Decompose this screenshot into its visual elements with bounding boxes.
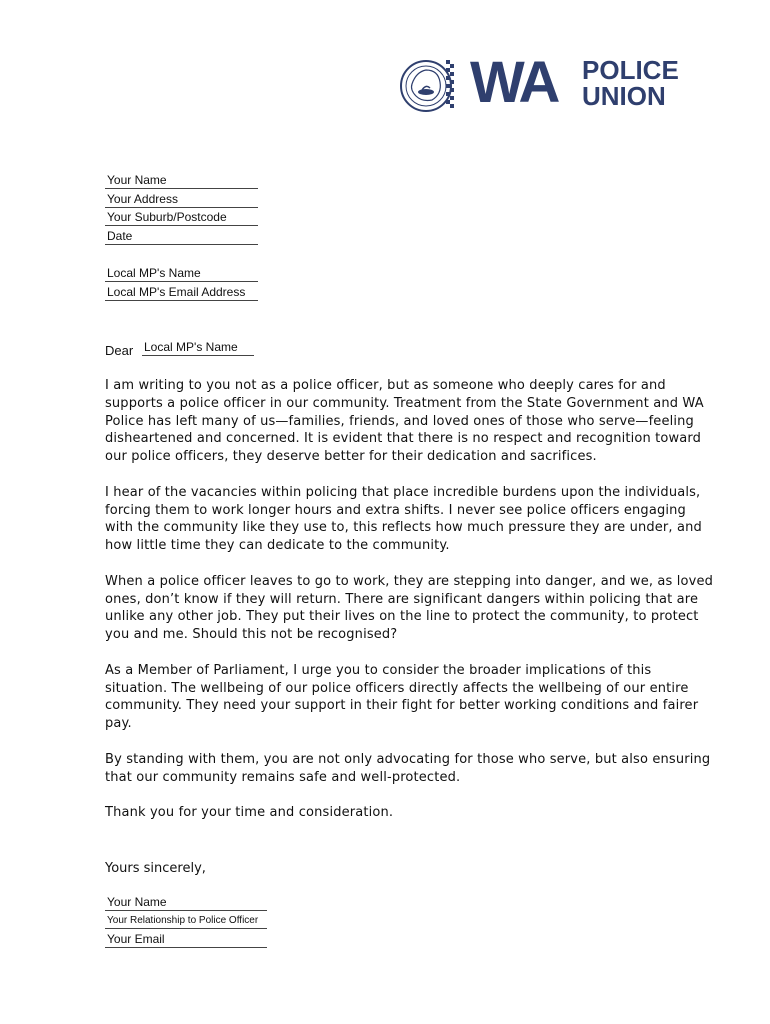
sender-suburb-postcode-field[interactable]: Your Suburb/Postcode [105,210,258,226]
mp-email-field[interactable]: Local MP's Email Address [105,285,258,301]
paragraph-6: Thank you for your time and consideration. [105,805,394,821]
paragraph-3: When a police officer leaves to go to work, they are stepping into danger, and we, as loved ones, don’t know if they will return. There are significant dangers within policing that are unlike any other job. They put their lives on the line to protect the community, to protect you and me. Should this not be recognised? [105,573,713,643]
relationship-field[interactable]: Your Relationship to Police Officer [105,913,267,929]
paragraph-2: I hear of the vacancies within policing that place incredible burdens upon the individuals, forcing them to work longer hours and extra shifts. I never see police officers engaging with the community like they use to, this reflects how much pressure they are under, and how little time they can dedicate to the community. [105,484,702,554]
signature-name-field[interactable]: Your Name [105,895,267,911]
signoff: Yours sincerely, [105,861,206,876]
paragraph-5: By standing with them, you are not only advocating for those who serve, but also ensuring that our community remains safe and well-protected. [105,751,711,785]
salutation-mp-name-field[interactable]: Local MP's Name [142,340,254,356]
sender-address-field[interactable]: Your Address [105,192,258,208]
paragraph-4: As a Member of Parliament, I urge you to consider the broader implications of this situation. The wellbeing of our police officers directly affects the wellbeing of our entire community. They need your support in their fight for better working conditions and fairer pay. [105,662,699,732]
email-field[interactable]: Your Email [105,932,267,948]
salutation-dear: Dear [105,343,134,358]
mp-name-field[interactable]: Local MP's Name [105,266,258,282]
logo-police-text: POLICE [582,55,679,85]
date-field[interactable]: Date [105,229,258,245]
paragraph-1: I am writing to you not as a police officer, but as someone who deeply cares for and supports a police officer in our community. Treatment from the State Government and WA Police has left many of us—families, friends, and loved ones of those who serve—feeling disheartened and concerned. It is evident that there is no respect and recognition toward our police officers, they deserve better for their dedication and sacrifices. [105,378,704,465]
sender-name-field[interactable]: Your Name [105,173,258,189]
logo-union-text: UNION [582,81,666,111]
crest-icon [398,56,458,116]
letter-body [105,377,715,840]
wa-police-union-logo [398,50,698,120]
logo-wa-text: WA [470,50,558,115]
